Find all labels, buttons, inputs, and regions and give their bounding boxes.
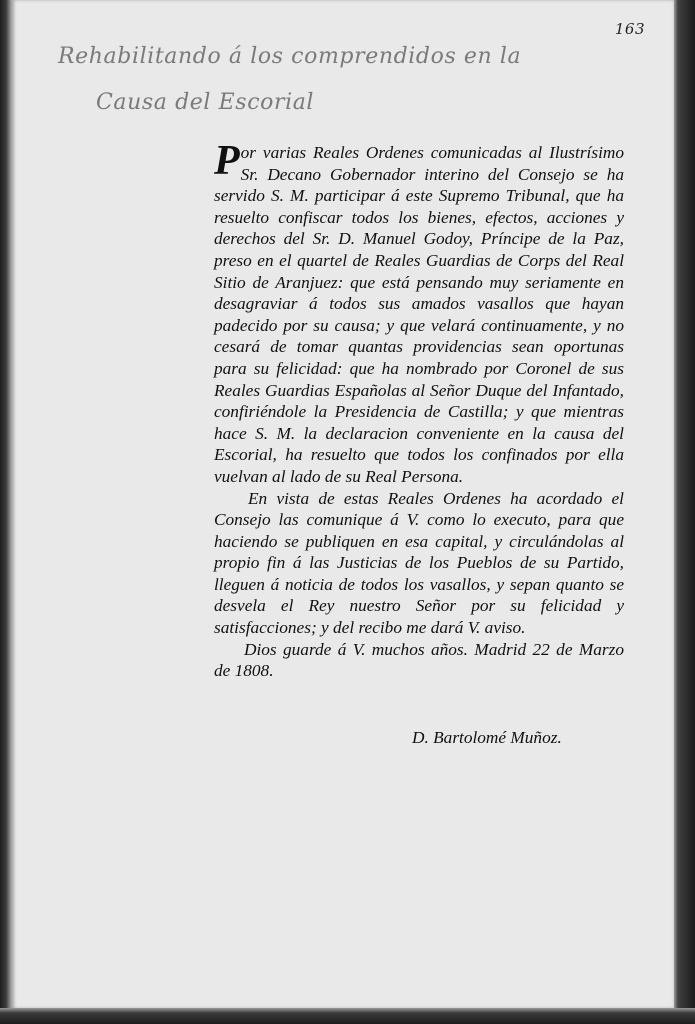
page-bottom-edge	[0, 1008, 695, 1024]
folio-number: 163	[614, 20, 645, 38]
closing-line: Dios guarde á V. muchos años. Madrid 22 de Marzo de 1808.	[214, 639, 624, 681]
handwritten-line-2: Causa del Escorial	[96, 90, 315, 115]
page-right-edge	[674, 0, 695, 1024]
handwritten-annotation	[58, 34, 578, 126]
paragraph-2: En vista de estas Reales Ordenes ha acordado el Consejo las comunique á V. como lo executo, para que haciendo se publiquen en esa capital, y circulándolas al propio fin á las Justicias de los Pueblos de su Partido, lleguen á noticia de todos los vasallos, y sepan quanto se desvela el Rey nuestro Señor por su felicidad y satisfacciones; y del recibo me dará V. aviso.	[214, 488, 624, 638]
drop-cap: P	[214, 138, 240, 184]
handwritten-line-1: Rehabilitando á los comprendidos en la	[58, 44, 522, 69]
paragraph-1-text: or varias Reales Ordenes comunicadas al Ilustrísimo Sr. Decano Gobernador interino del Consejo se ha servido S. M. participar á este Supremo Tribunal, que ha resuelto confiscar todos los bienes, efectos, acciones y derechos del Sr. D. Manuel Godoy, Príncipe de la Paz, preso en el quartel de Reales Guardias de Corps del Real Sitio de Aranjuez: que está pensando muy seriamente en desagraviar á todos sus amados vasallos que hayan padecido por su causa; y que velará continuamente, y no cesará de tomar quantas providencias sean oportunas para su felicidad: que ha nombrado por Coronel de sus Reales Guardias Españolas al Señor Duque del Infantado, confiriéndole la Presidencia de Castilla; y que mientras hace S. M. la declaracion conveniente en la causa del Escorial, ha resuelto que todos los confinados por ella vuelvan al lado de su Real Persona.	[214, 143, 624, 486]
signature: D. Bartolomé Muñoz.	[412, 728, 562, 747]
decree-text	[214, 138, 624, 682]
paragraph-1	[214, 138, 624, 488]
